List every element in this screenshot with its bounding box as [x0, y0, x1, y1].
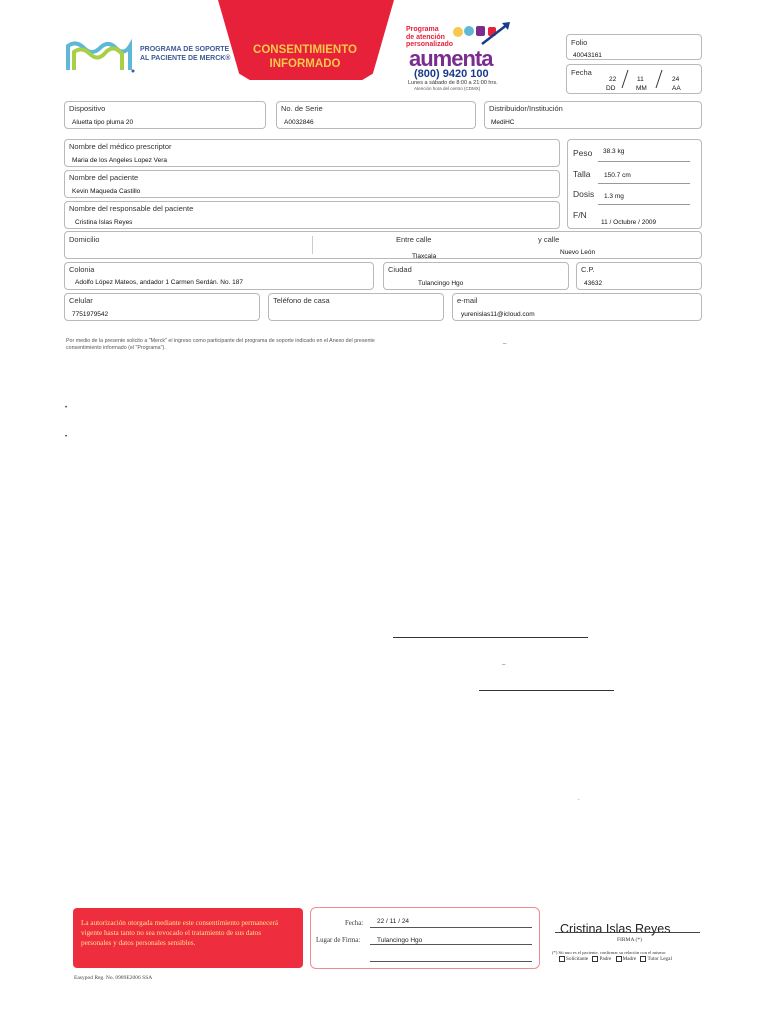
fn-label: F/N	[573, 210, 587, 220]
program-line-2: AL PACIENTE DE MERCK®	[140, 55, 231, 62]
fecha-dd: DD	[606, 85, 616, 92]
peso-value[interactable]: 38.3 kg	[603, 148, 625, 155]
talla-label: Talla	[573, 169, 591, 179]
talla-value[interactable]: 150.7 cm	[604, 172, 631, 179]
distribuidor-value: MediHC	[491, 119, 515, 126]
aumenta-phone: (800) 9420 100	[414, 68, 489, 80]
registration-number: Easypod Reg. No. 0989E2006 SSA	[74, 975, 153, 981]
dosis-label: Dosis	[573, 189, 595, 199]
footer-lugar-label: Lugar de Firma:	[316, 937, 361, 944]
option-tutor: Tutor Legal	[647, 956, 672, 963]
title-line-2: INFORMADO	[269, 58, 341, 70]
ciudad-value: Tulancingo Hgo	[418, 280, 464, 287]
dot-mark: .	[578, 796, 580, 802]
aumenta-line-2: de atención	[406, 33, 445, 41]
document-title	[240, 43, 370, 71]
checkbox-tutor[interactable]	[640, 956, 646, 962]
domicilio-divider	[312, 236, 313, 254]
merck-logo	[64, 38, 136, 74]
checkbox-padre[interactable]	[592, 956, 598, 962]
footer-fecha-label: Fecha:	[345, 920, 364, 927]
medico-label: Nombre del médico prescriptor	[69, 142, 172, 151]
celular-value: 7751979542	[72, 311, 109, 318]
option-madre: Madre	[622, 956, 637, 963]
peso-label: Peso	[573, 148, 593, 158]
signature-underline	[555, 932, 700, 933]
footer-lugar-line	[370, 944, 532, 945]
fecha-year[interactable]: 24	[672, 76, 680, 83]
fecha-aa: AA	[672, 85, 681, 92]
folio-label: Folio	[571, 38, 588, 47]
fecha-label: Fecha	[571, 68, 592, 77]
consent-paragraph: Por medio de la presente solicito a "Merck" el ingreso como participante del programa de soporte indicado en el Anexo del presente consentimiento informado (el "Programa").	[66, 338, 375, 351]
fecha-month[interactable]: 11	[637, 76, 644, 83]
cp-label: C.P.	[581, 265, 595, 274]
entre-calle-value: Tlaxcala	[412, 253, 437, 260]
celular-label: Celular	[69, 296, 93, 305]
colonia-label: Colonia	[69, 265, 95, 274]
checkbox-solicitante[interactable]	[559, 956, 565, 962]
relation-note: (*) Sii nuo es el paciente, confirmar su relación con el mismo:	[552, 950, 667, 955]
signature-line-1	[393, 637, 588, 638]
title-line-1: CONSENTIMIENTO	[253, 44, 357, 56]
cp-value: 43632	[584, 280, 603, 287]
aumenta-timezone: Atención hora del centro (CDMX)	[414, 86, 481, 91]
aumenta-wordmark: aumenta	[409, 46, 493, 71]
talla-underline	[598, 183, 690, 184]
dosis-value[interactable]: 1.3 mg	[604, 193, 624, 200]
paciente-value: Kevin Maqueda Castillo	[72, 188, 141, 195]
signature-name[interactable]: Cristina Islas Reyes	[560, 922, 671, 936]
serie-label: No. de Serie	[281, 104, 323, 113]
dash-mark-1: _	[503, 338, 507, 344]
firma-label: FIRMA (*)	[617, 937, 642, 943]
dispositivo-value: Aluetta tipo pluma 20	[72, 119, 134, 126]
email-value: yurenislas11@icloud.com	[461, 311, 535, 318]
aumenta-hours: Lunes a sábado de 8:00 a 21:00 hrs.	[408, 80, 498, 86]
aumenta-line-3: personalizado	[406, 41, 454, 48]
footer-lugar-value[interactable]: Tulancingo Hgo	[377, 937, 423, 944]
bullet-1: •	[65, 405, 68, 411]
bullet-2: •	[65, 434, 68, 440]
checkbox-madre[interactable]	[616, 956, 622, 962]
domicilio-label: Domicilio	[69, 235, 100, 244]
fecha-day[interactable]: 22	[609, 76, 617, 83]
serie-value: A0032846	[284, 119, 314, 126]
notice-text: La autorización otorgada mediante este consentimiento permanecerá vigente hasta tanto no sea revocado el tratamiento de sus datos personales y datos personales sensibles.	[81, 919, 279, 947]
option-solicitante: Solicitante	[566, 956, 589, 963]
program-line-1: PROGRAMA DE SOPORTE	[140, 46, 230, 53]
medico-value: Maria de los Angeles Lopez Vera	[72, 157, 168, 164]
relation-options	[556, 956, 672, 962]
dispositivo-label: Dispositivo	[69, 104, 106, 113]
dash-mark-2: _	[502, 659, 506, 665]
paciente-label: Nombre del paciente	[69, 173, 139, 182]
aumenta-icons	[452, 20, 512, 46]
dosis-underline	[598, 204, 690, 205]
fecha-separator-2	[654, 68, 664, 90]
responsable-value: Cristina Islas Reyes	[75, 219, 133, 226]
signature-line-2	[479, 690, 614, 691]
telefono-label: Teléfono de casa	[273, 296, 330, 305]
footer-fecha-value[interactable]: 22 / 11 / 24	[377, 918, 410, 925]
folio-value[interactable]: 40043161	[573, 52, 602, 59]
option-padre: Padre	[599, 956, 612, 963]
colonia-value: Adolfo López Mateos, andador 1 Carmen Serdán. No. 187	[75, 279, 244, 286]
footer-fecha-line	[370, 927, 532, 928]
y-calle-label: y calle	[538, 235, 560, 244]
ciudad-label: Ciudad	[388, 265, 412, 274]
aumenta-line-1: Programa	[406, 26, 439, 33]
distribuidor-label: Distribuidor/Institución	[489, 104, 563, 113]
responsable-label: Nombre del responsable del paciente	[69, 204, 194, 213]
email-label: e-mail	[457, 296, 478, 305]
fecha-separator-1	[620, 68, 630, 90]
footer-extra-line	[370, 961, 532, 962]
domicilio-field[interactable]	[64, 231, 702, 259]
fecha-mm: MM	[636, 85, 647, 92]
peso-underline	[598, 161, 690, 162]
program-name	[140, 45, 230, 63]
fn-value[interactable]: 11 / Octubre / 2009	[601, 219, 657, 226]
y-calle-value: Nuevo León	[560, 249, 596, 256]
entre-calle-label: Entre calle	[396, 235, 432, 244]
